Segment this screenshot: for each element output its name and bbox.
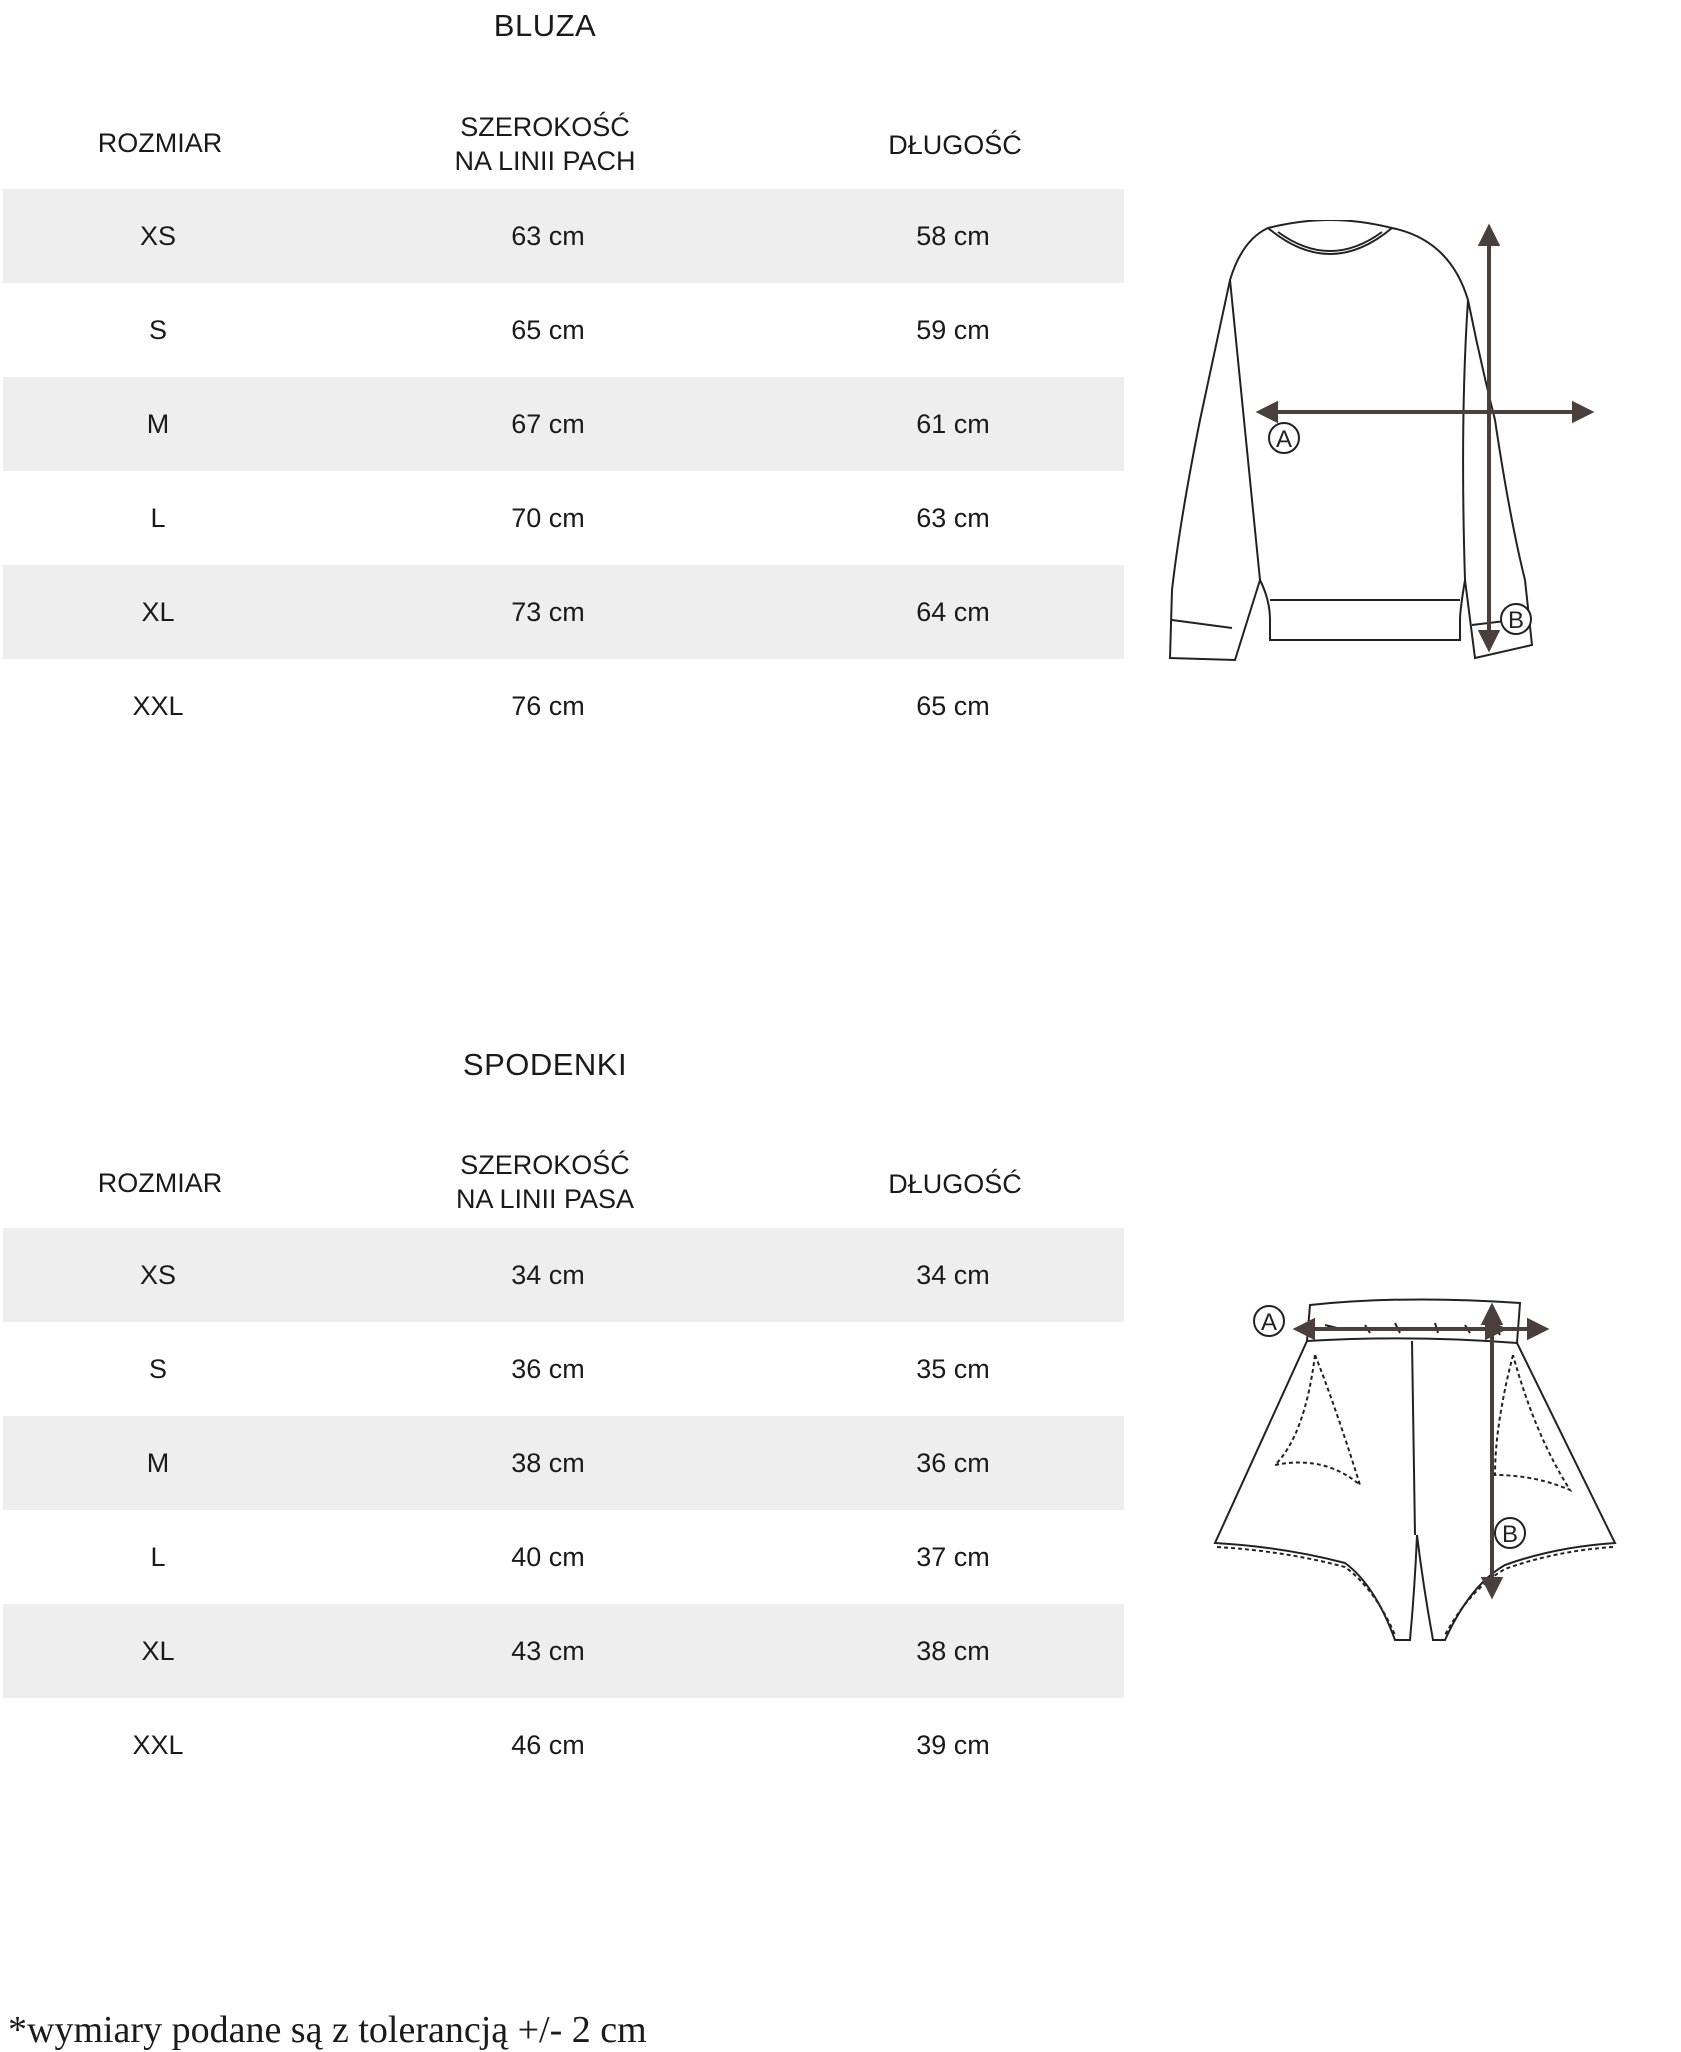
label-a: A: [1275, 426, 1293, 453]
table-row: [3, 1510, 1124, 1604]
cell-length: 65 cm: [916, 691, 990, 721]
table-row: [3, 1604, 1124, 1698]
cell-size: XXL: [132, 691, 184, 721]
cell-width: 73 cm: [511, 597, 585, 627]
table-row: [3, 1322, 1124, 1416]
table-row: [3, 565, 1124, 659]
cell-width: 67 cm: [511, 409, 585, 439]
cell-size: XS: [139, 1260, 177, 1290]
cell-length: 63 cm: [916, 503, 990, 533]
cell-length: 34 cm: [916, 1260, 990, 1290]
header-width-line1: SZEROKOŚĆ: [460, 1150, 630, 1180]
cell-width: 76 cm: [511, 691, 585, 721]
header-width: [380, 1148, 710, 1216]
cell-size: L: [150, 1542, 166, 1572]
cell-width: 36 cm: [511, 1354, 585, 1384]
cell-width: 34 cm: [511, 1260, 585, 1290]
cell-size: XL: [141, 1636, 175, 1666]
cell-width: 46 cm: [511, 1730, 585, 1760]
cell-size: S: [148, 315, 167, 345]
shorts-diagram: [1195, 1285, 1635, 1655]
cell-size: M: [146, 1448, 170, 1478]
header-width-line2: NA LINII PACH: [454, 146, 636, 176]
cell-size: XL: [141, 597, 175, 627]
cell-length: 36 cm: [916, 1448, 990, 1478]
header-length: DŁUGOŚĆ: [888, 130, 1022, 160]
cell-length: 58 cm: [916, 221, 990, 251]
header-size: ROZMIAR: [97, 128, 223, 158]
cell-length: 64 cm: [916, 597, 990, 627]
cell-length: 61 cm: [916, 409, 990, 439]
table-row: [3, 283, 1124, 377]
cell-length: 39 cm: [916, 1730, 990, 1760]
cell-size: S: [148, 1354, 167, 1384]
cell-size: XXL: [132, 1730, 184, 1760]
size-table: [3, 189, 1124, 753]
table-row: [3, 1698, 1124, 1792]
table-row: [3, 1228, 1124, 1322]
header-size: ROZMIAR: [97, 1168, 223, 1198]
table-row: [3, 1416, 1124, 1510]
cell-length: 59 cm: [916, 315, 990, 345]
cell-width: 38 cm: [511, 1448, 585, 1478]
cell-width: 65 cm: [511, 315, 585, 345]
cell-length: 35 cm: [916, 1354, 990, 1384]
table-row: [3, 471, 1124, 565]
header-width: [380, 110, 710, 178]
table-row: [3, 377, 1124, 471]
sweatshirt-diagram: [1160, 220, 1680, 670]
section-title: BLUZA: [493, 8, 597, 43]
cell-size: L: [150, 503, 166, 533]
size-table: [3, 1228, 1124, 1792]
cell-length: 38 cm: [916, 1636, 990, 1666]
header-length: DŁUGOŚĆ: [888, 1169, 1022, 1199]
header-width-line2: NA LINII PASA: [455, 1184, 635, 1214]
section-title: SPODENKI: [462, 1047, 628, 1082]
cell-width: 70 cm: [511, 503, 585, 533]
label-a: A: [1260, 1309, 1278, 1336]
cell-width: 40 cm: [511, 1542, 585, 1572]
table-row: [3, 659, 1124, 753]
cell-size: XS: [139, 221, 177, 251]
label-b: B: [1501, 1521, 1519, 1548]
cell-length: 37 cm: [916, 1542, 990, 1572]
cell-width: 43 cm: [511, 1636, 585, 1666]
label-b: B: [1507, 607, 1525, 634]
cell-width: 63 cm: [511, 221, 585, 251]
header-width-line1: SZEROKOŚĆ: [460, 112, 630, 142]
tolerance-footnote: *wymiary podane są z tolerancją +/- 2 cm: [8, 2009, 647, 2051]
cell-size: M: [146, 409, 170, 439]
table-row: [3, 189, 1124, 283]
